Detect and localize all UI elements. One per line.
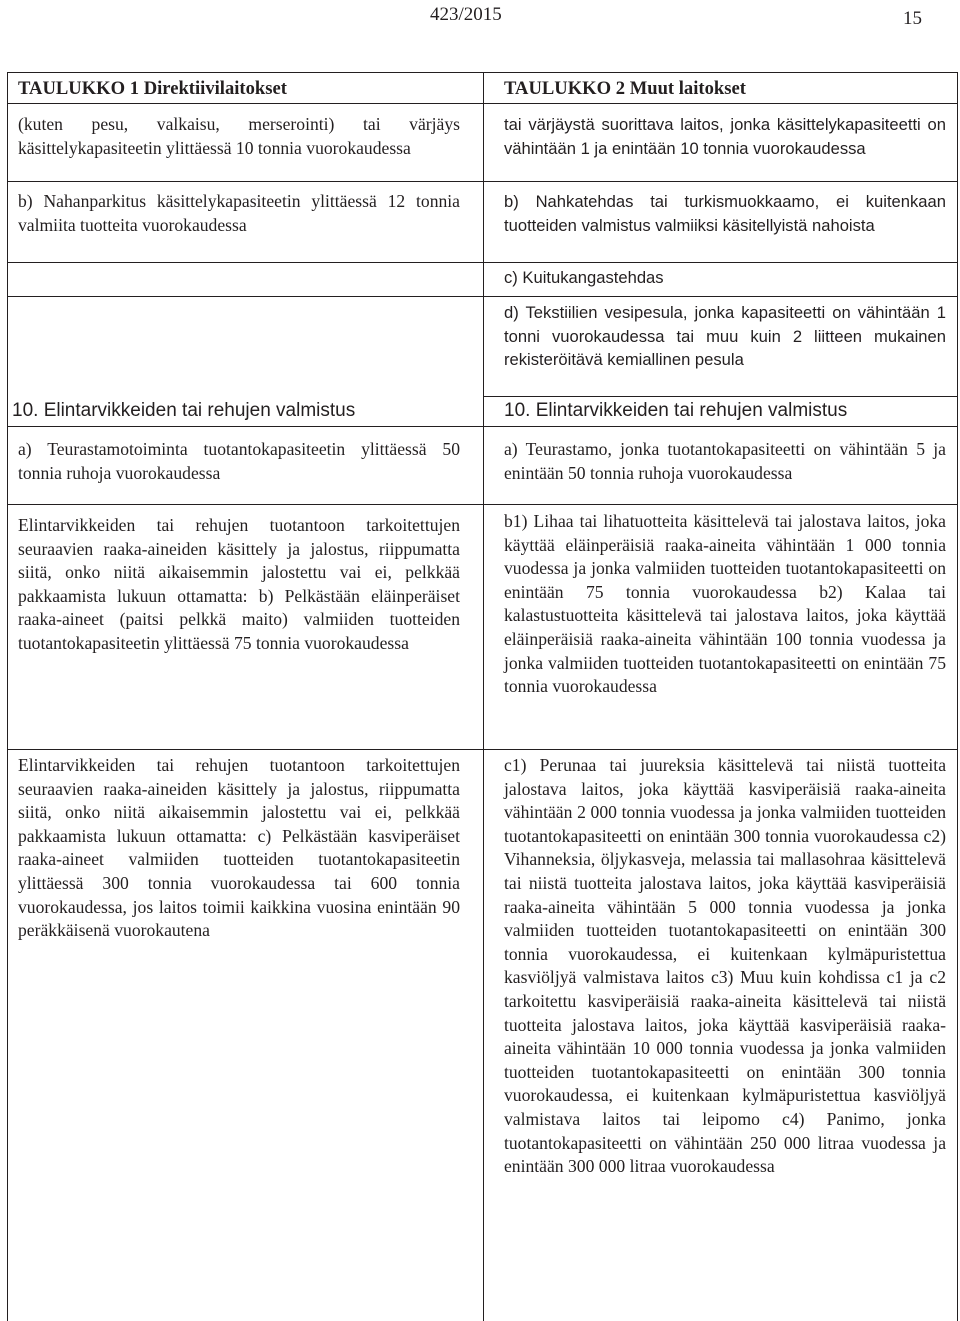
item-rule-right-a [483,504,958,505]
table2-item-meat-fish: b1) Lihaa tai lihatuotteita käsittelevä tai jalostava laitos, joka käyttää eläinperäisiä raaka-aineita vähintään 1 000 tonnia vuodessa ja jonka valmiiden tuotteiden tuotantokapasiteetti on enintään 75 tonnia vuorokaudessa b2) Kalaa tai kalastustuotteita käsittelevä tai jalostava laitos, joka käyttää eläinperäisiä raaka-aineita vähintään 100 tonnia vuodessa ja jonka valmiiden tuotteiden tuotantokapasiteetti on enintään 75 tonnia vuorokaudessa [504,511,946,697]
column-divider [483,72,484,1321]
table2-row-dyeing: tai värjäystä suorittava laitos, jonka käsittelykapasiteetti on vähintään 1 ja enintään 10 tonnia vuorokaudessa [504,115,946,158]
table2-section-heading: 10. Elintarvikkeiden tai rehujen valmistus [504,400,848,421]
table2-row-tannery: b) Nahkatehdas tai turkismuokkaamo, ei kuitenkaan tuotteiden valmistus valmiiksi käsitellyistä nahoista [504,192,946,235]
table1-row-dyeing: (kuten pesu, valkaisu, merserointi) tai värjäys käsittelykapasiteetin ylittäessä 10 tonnia vuorokaudessa [18,114,460,158]
table2-row-nonwoven: c) Kuitukangastehdas [504,268,664,287]
page-number: 15 [903,8,922,29]
section-rule-right [483,426,958,427]
item-rule-left-b [7,749,484,750]
item-rule-right-b [483,749,958,750]
row-rule-right-3 [483,296,958,297]
table2-title: TAULUKKO 2 Muut laitokset [504,78,746,99]
row-rule-left-1 [7,181,484,182]
title-rule-left [7,103,484,104]
table1-item-plant-materials: Elintarvikkeiden tai rehujen tuotantoon tarkoitettujen seuraavien raaka-aineiden käsittely ja jalostus, riippumatta siitä, onko niitä aikaisemmin jalostettu vai ei, pelkkää pakkaamista lukuun ottamatta: c) Pelkästään kasviperäiset raaka-aineet valmiiden tuotteiden tuotantokapasiteetin ylittäessä 300 tonnia vuorokaudessa tai 600 tonnia vuorokaudessa, jos laitos toimii kaikkina vuosina enintään 90 peräkkäisenä vuorokautena [18,755,460,941]
row-rule-left-2 [7,262,484,263]
table1-title: TAULUKKO 1 Direktiivilaitokset [18,78,287,99]
table1-item-slaughterhouse: a) Teurastamotoiminta tuotantokapasiteetin ylittäessä 50 tonnia ruhoja vuorokaudessa [18,439,460,483]
document-number: 423/2015 [430,4,502,25]
table2-item-plant-processing: c1) Perunaa tai juureksia käsittelevä tai niistä tuotteita jalostava laitos, joka käyttää kasviperäisiä raaka-aineita vähintään 2 000 tonnia vuodessa ja jonka valmiiden tuotteiden tuotantokapasiteetti on enintään 300 tonnia vuorokaudessa c2) Vihanneksia, öljykasveja, melassia tai mallasohraa käsittelevä tai niistä tuotteita jalostava laitos, joka käyttää kasviperäisiä raaka-aineita vähintään 5 000 tonnia vuodessa ja jonka valmiiden tuotteiden tuotantokapasiteetti on enintään 300 tonnia vuorokaudessa, ei kuitenkaan kylmäpuristettua kasviöljyä valmistava laitos c3) Muu kuin kohdissa c1 ja c2 tarkoitettu kasviperäisiä raaka-aineita käsittelevä tai niistä tuotteita jalostava laitos, joka käyttää kasviperäisiä raaka-aineita vähintään 10 000 tonnia vuodessa ja jonka valmiiden tuotteiden tuotantokapasiteetti on enintään 300 tonnia vuorokaudessa, ei kuitenkaan kylmäpuristettua kasviöljyä valmistava laitos tai leipomo c4) Panimo, jonka tuotantokapasiteetti on vähintään 250 000 litraa vuodessa ja enintään 300 000 litraa vuorokaudessa [504,755,946,1177]
row-rule-right-1 [483,181,958,182]
table1-item-animal-materials: Elintarvikkeiden tai rehujen tuotantoon tarkoitettujen seuraavien raaka-aineiden käsittely ja jalostus, riippumatta siitä, onko niitä aikaisemmin jalostettu vai ei, pelkkää pakkaamista lukuun ottamatta: b) Pelkästään eläinperäiset raaka-aineet (paitsi pelkkä maito) valmiiden tuotteiden tuotantokapasiteetin ylittäessä 75 tonnia vuorokaudessa [18,515,460,653]
table1-section-heading: 10. Elintarvikkeiden tai rehujen valmistus [12,400,356,421]
table1-row-tanning: b) Nahanparkitus käsittelykapasiteetin ylittäessä 12 tonnia valmiita tuotteita vuorokaudessa [18,191,460,235]
item-rule-left-a [7,504,484,505]
page-header [0,4,960,32]
table2-row-laundry: d) Tekstiilien vesipesula, jonka kapasiteetti on vähintään 1 tonni vuorokaudessa tai muu kuin 2 liitteen mukainen rekisteröitävä kemiallinen pesula [504,303,946,370]
row-rule-right-2 [483,262,958,263]
row-rule-left-3 [7,296,484,297]
row-rule-right-4 [483,396,958,397]
table2-item-slaughterhouse: a) Teurastamo, jonka tuotantokapasiteetti on vähintään 5 ja enintään 50 tonnia ruhoja vuorokaudessa [504,439,946,483]
section-rule-left [7,426,484,427]
title-rule-right [483,103,958,104]
